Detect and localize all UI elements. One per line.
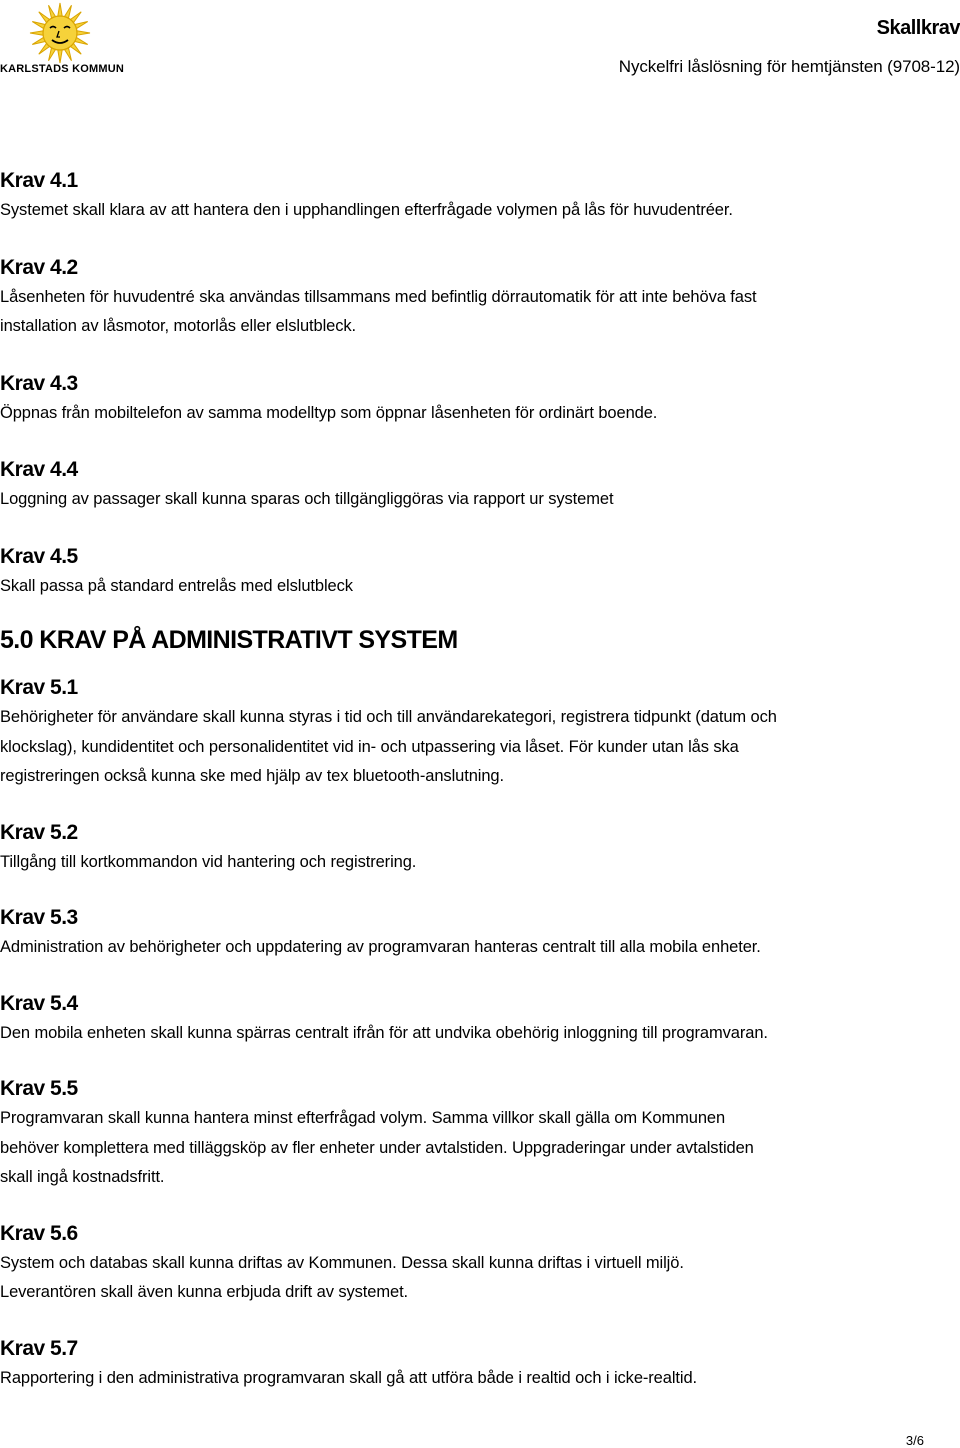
requirement-heading: Krav 4.5	[0, 544, 78, 568]
sun-ray	[77, 31, 90, 35]
requirement-text-line: skall ingå kostnadsfritt.	[0, 1168, 165, 1186]
requirement-block	[0, 989, 960, 1049]
requirement-text-line: registreringen också kunna ske med hjälp av tex bluetooth-anslutning.	[0, 767, 504, 785]
requirement-block	[0, 166, 960, 226]
requirement-heading: Krav 5.4	[0, 991, 78, 1015]
requirement-block	[0, 542, 960, 602]
requirement-heading: Krav 5.6	[0, 1221, 78, 1245]
requirement-heading: Krav 4.2	[0, 255, 78, 279]
requirement-text-line: klockslag), kundidentitet och personalidentitet vid in- och utpassering via låset. För kunder utan lås ska	[0, 737, 739, 756]
requirement-text-line: Loggning av passager skall kunna sparas och tillgängliggöras via rapport ur systemet	[0, 490, 614, 508]
requirement-heading: Krav 5.5	[0, 1077, 78, 1100]
requirement-block	[0, 253, 960, 342]
requirement-text-line: System och databas skall kunna driftas av Kommunen. Dessa skall kunna driftas i virtuell miljö.	[0, 1253, 684, 1272]
requirement-block	[0, 1074, 960, 1193]
requirement-text-line: behöver komplettera med tilläggsköp av fler enheter under avtalstiden. Uppgraderingar under avtalstiden	[0, 1138, 754, 1157]
requirement-block	[0, 673, 960, 792]
section-block	[0, 623, 960, 657]
requirement-block	[0, 369, 960, 429]
document-title: Skallkrav	[876, 17, 960, 39]
requirement-block	[0, 903, 960, 963]
requirement-heading: Krav 4.3	[0, 371, 78, 395]
requirement-text-line: Programvaran skall kunna hantera minst efterfrågad volym. Samma villkor skall gälla om Kommunen	[0, 1109, 726, 1127]
requirement-text-line: Leverantören skall även kunna erbjuda drift av systemet.	[0, 1283, 409, 1301]
requirement-text-line: Tillgång till kortkommandon vid hantering och registrering.	[0, 852, 417, 871]
requirement-text-line: Rapportering i den administrativa programvaran skall gå att utföra både i realtid och i icke-realtid.	[0, 1368, 698, 1387]
requirement-heading: Krav 5.2	[0, 820, 78, 844]
requirement-text-line: Den mobila enheten skall kunna spärras centralt ifrån för att undvika obehörig inloggning till programvaran.	[0, 1023, 768, 1042]
page-header	[0, 0, 960, 90]
sun-ray	[30, 31, 43, 35]
requirement-heading: Krav 5.7	[0, 1336, 78, 1360]
requirement-text-line: Administration av behörigheter och uppdatering av programvaran hanteras centralt till alla mobila enheter.	[0, 938, 761, 956]
requirement-heading: Krav 5.3	[0, 906, 78, 929]
requirement-block	[0, 1219, 960, 1308]
sun-ray	[58, 50, 62, 63]
karlstad-logo	[0, 0, 140, 80]
sun-logo-icon	[28, 2, 92, 64]
requirement-text-line: Skall passa på standard entrelås med elslutbleck	[0, 576, 353, 595]
document-subtitle: Nyckelfri låslösning för hemtjänsten (9708-12)	[618, 57, 960, 76]
document-body	[0, 140, 960, 1393]
requirement-text-line: Öppnas från mobiltelefon av samma modelltyp som öppnar låsenheten för ordinärt boende.	[0, 403, 658, 422]
page-number: 3/6	[905, 1433, 924, 1448]
requirement-text-line: Låsenheten för huvudentré ska användas tillsammans med befintlig dörrautomatik för att inte behöva fast	[0, 287, 757, 306]
section-heading: 5.0 KRAV PÅ ADMINISTRATIVT SYSTEM	[0, 626, 458, 654]
logo-text: KARLSTADS KOMMUN	[0, 63, 124, 75]
requirement-text-line: Behörigheter för användare skall kunna styras i tid och till användarekategori, registrera tidpunkt (datum och	[0, 708, 777, 726]
requirement-heading: Krav 5.1	[0, 676, 78, 699]
requirement-block	[0, 1334, 960, 1394]
requirement-text-line: installation av låsmotor, motorlås eller elslutbleck.	[0, 317, 357, 335]
requirement-heading: Krav 4.4	[0, 458, 78, 481]
sun-ray	[58, 3, 62, 16]
requirement-heading: Krav 4.1	[0, 169, 78, 192]
requirement-text-line: Systemet skall klara av att hantera den i upphandlingen efterfrågade volymen på lås för huvudentréer.	[0, 201, 733, 219]
requirement-block	[0, 818, 960, 878]
requirement-block	[0, 455, 960, 515]
